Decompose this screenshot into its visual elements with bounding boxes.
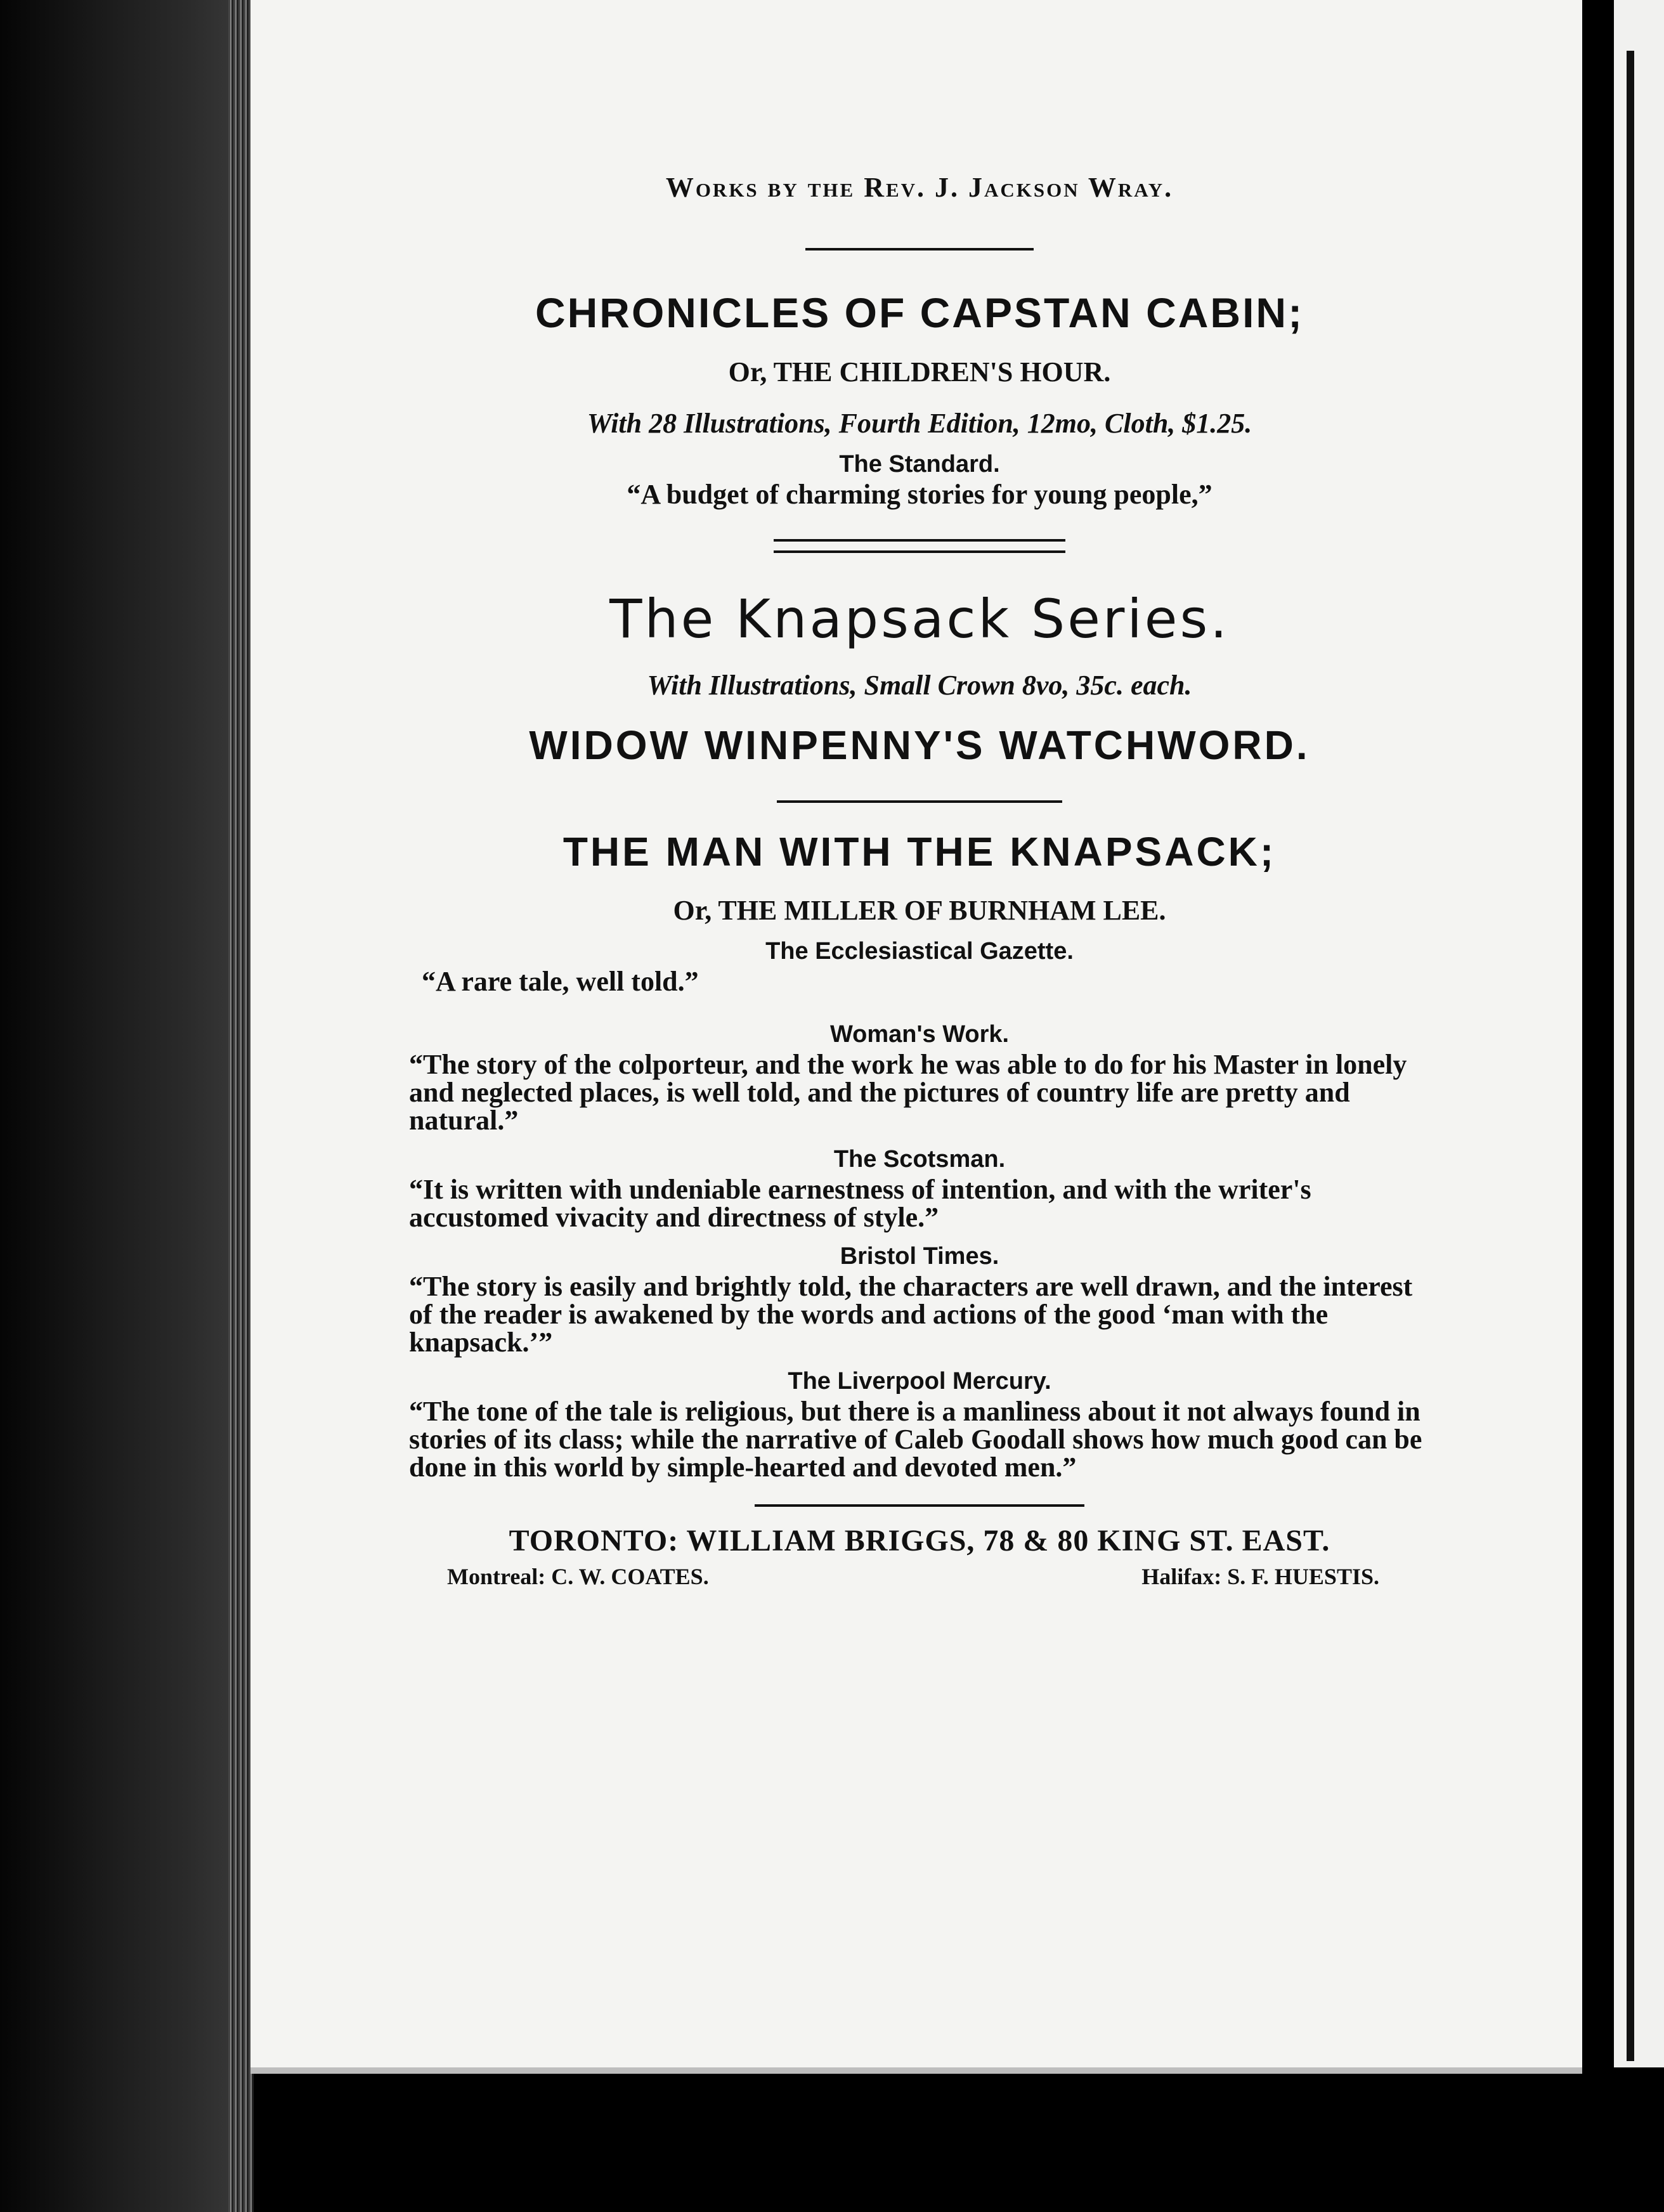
page-edge: [228, 0, 254, 2212]
book1-subtitle: Or, THE CHILDREN'S HOUR.: [728, 356, 1111, 387]
book1-review-quote: “A budget of charming stories for young people,”: [627, 479, 1212, 510]
page-header: Works by the Rev. J. Jackson Wray.: [665, 172, 1174, 203]
double-divider: [774, 539, 1065, 553]
review-source: Bristol Times.: [840, 1243, 999, 1270]
scan-left-margin: [0, 0, 247, 2212]
review-quote: “The tone of the tale is religious, but there is a manliness about it not always found in stories of its class; while the narrative of Caleb Goodall shows how much good can be done in this world by simple-hearted and devoted men.”: [409, 1396, 1422, 1483]
review-item: [409, 1368, 1430, 1481]
publisher-main: TORONTO: WILLIAM BRIGGS, 78 & 80 KING ST. EAST.: [509, 1524, 1330, 1558]
review-quote: “It is written with undeniable earnestness of intention, and with the writer's accustomed vivacity and directness of style.”: [409, 1174, 1311, 1233]
review-item: [409, 1021, 1430, 1135]
divider: [805, 248, 1034, 250]
book1-details: With 28 Illustrations, Fourth Edition, 12mo, Cloth, $1.25.: [587, 408, 1252, 439]
publisher-branch-montreal: Montreal: C. W. COATES.: [447, 1564, 709, 1589]
adjacent-page-rule: [1627, 51, 1634, 2061]
divider: [755, 1504, 1084, 1507]
review-item: [409, 938, 1430, 996]
series-title: The Knapsack Series.: [609, 588, 1230, 650]
review-quote: “A rare tale, well told.”: [422, 966, 699, 997]
review-item: [409, 1243, 1430, 1356]
review-quote: “The story is easily and brightly told, the characters are well drawn, and the interest of the reader is awakened by the words and actions of the good ‘man with the knapsack.’”: [409, 1271, 1413, 1358]
book1-title: CHRONICLES OF CAPSTAN CABIN;: [535, 289, 1304, 336]
review-source: The Scotsman.: [833, 1146, 1006, 1173]
divider: [777, 800, 1062, 803]
publisher-branch-halifax: Halifax: S. F. HUESTIS.: [1141, 1564, 1379, 1589]
review-item: [409, 1146, 1430, 1232]
review-source: The Ecclesiastical Gazette.: [765, 938, 1074, 965]
book2-title: WIDOW WINPENNY'S WATCHWORD.: [529, 722, 1310, 768]
document-page: [250, 0, 1582, 2074]
review-list: [409, 938, 1430, 1481]
review-quote: “The story of the colporteur, and the work he was able to do for his Master in lonely and neglected places, is well told, and the pictures of country life are pretty and natural.”: [409, 1049, 1407, 1136]
series-details: With Illustrations, Small Crown 8vo, 35c. each.: [647, 670, 1192, 701]
publisher-branches: [409, 1563, 1430, 1590]
book3-subtitle: Or, THE MILLER OF BURNHAM LEE.: [673, 895, 1166, 926]
review-source: The Liverpool Mercury.: [788, 1368, 1051, 1395]
book3-title: THE MAN WITH THE KNAPSACK;: [562, 829, 1277, 875]
review-source: Woman's Work.: [829, 1021, 1010, 1048]
advertisement-content: [409, 171, 1430, 1590]
book1-review-source: The Standard.: [839, 451, 1000, 478]
adjacent-page-edge: [1614, 0, 1664, 2067]
